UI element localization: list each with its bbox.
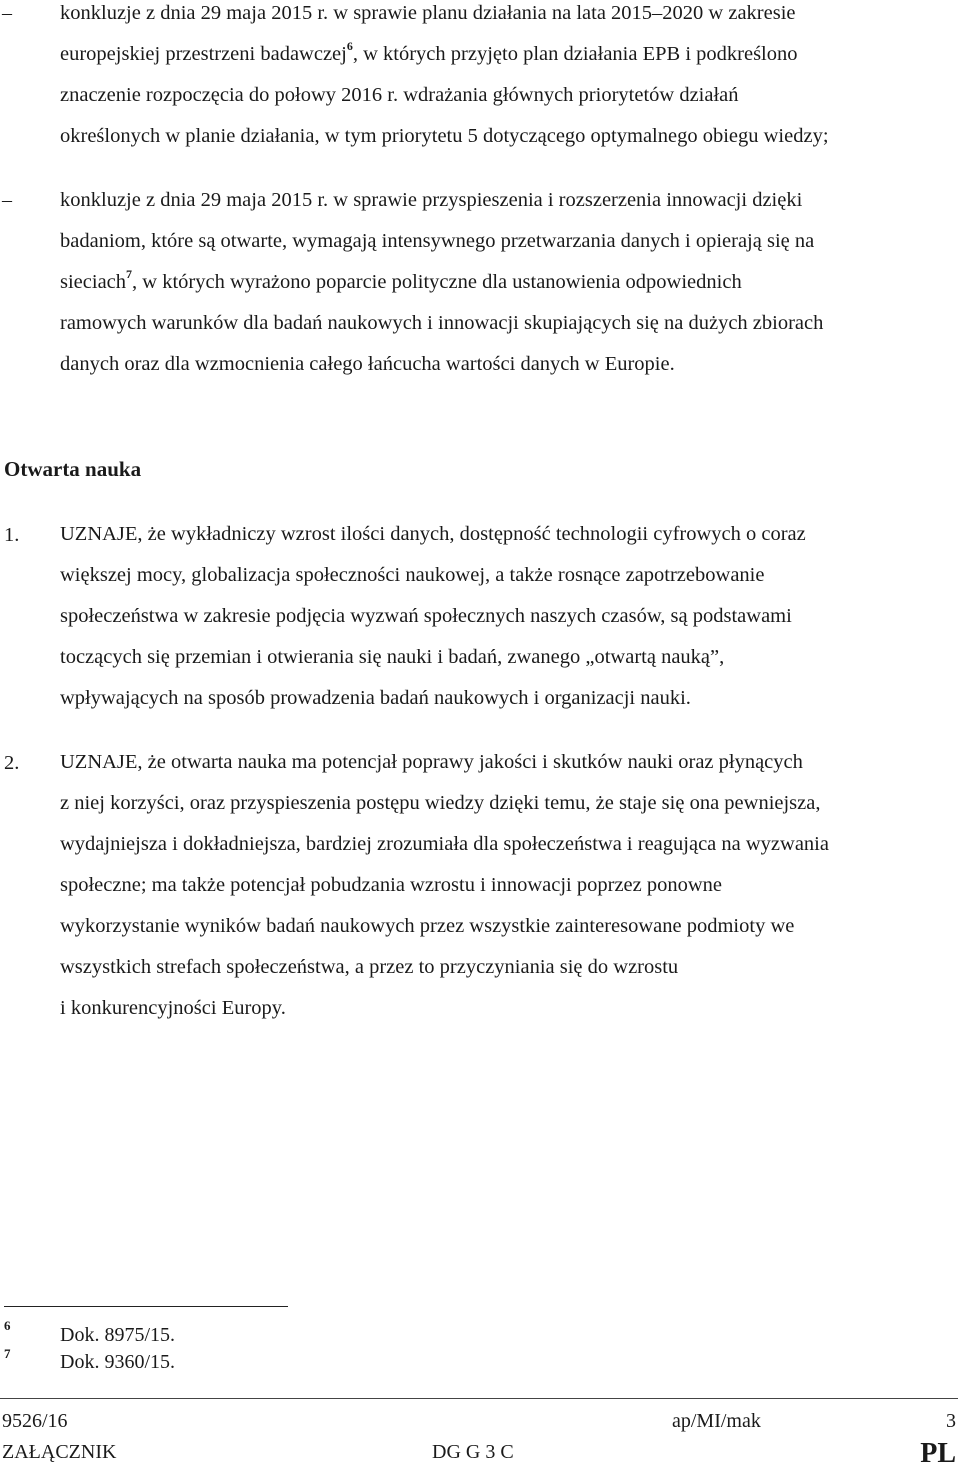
- footnote-text: Dok. 8975/15.: [60, 1324, 175, 1346]
- text-line: konkluzje z dnia 29 maja 2015 r. w sprawie planu działania na lata 2015–2020 w zakresie: [60, 2, 796, 24]
- footnote-number: 6: [4, 1318, 11, 1333]
- text-line: danych oraz dla wzmocnienia całego łańcucha wartości danych w Europie.: [60, 353, 675, 375]
- footnote-number: 7: [4, 1346, 11, 1361]
- footer-separator: [0, 1398, 958, 1399]
- text-line: europejskiej przestrzeni badawczej$^6$, w których przyjęto plan działania EPB i podkreślono: [60, 39, 798, 65]
- text-line: i konkurencyjności Europy.: [60, 997, 286, 1019]
- footnote-ref[interactable]: 6: [346, 39, 353, 53]
- footnote-separator: [4, 1306, 288, 1307]
- point-number: 1.: [4, 524, 20, 546]
- text-line: konkluzje z dnia 29 maja 2015 r. w sprawie przyspieszenia i rozszerzenia innowacji dzięki: [60, 189, 803, 211]
- text-line: UZNAJE, że otwarta nauka ma potencjał poprawy jakości i skutków nauki oraz płynących: [60, 751, 803, 773]
- text-line: wykorzystanie wyników badań naukowych przez wszystkie zainteresowane podmioty we: [60, 915, 795, 937]
- author-initials: ap/MI/mak: [672, 1410, 761, 1432]
- directorate-code: DG G 3 C: [432, 1441, 514, 1463]
- text-line: sieciach$^7$, w których wyrażono poparcie polityczne dla ustanowienia odpowiednich: [60, 267, 742, 293]
- page-number: 3: [946, 1410, 956, 1432]
- text-line: wszystkich strefach społeczeństwa, a przez to przyczyniania się do wzrostu: [60, 956, 679, 978]
- list-dash: –: [2, 2, 12, 24]
- list-dash: –: [2, 189, 12, 211]
- section-heading: Otwarta nauka: [4, 457, 142, 481]
- text-line: społeczeństwa w zakresie podjęcia wyzwań społecznych naszych czasów, są podstawami: [60, 605, 792, 627]
- text-line: społeczne; ma także potencjał pobudzania wzrostu i innowacji poprzez ponowne: [60, 874, 723, 896]
- document-reference: 9526/16: [2, 1410, 68, 1432]
- text-line: toczących się przemian i otwierania się nauki i badań, zwanego „otwartą nauką”,: [60, 646, 725, 668]
- text-line: większej mocy, globalizacja społeczności naukowej, a także rosnące zapotrzebowanie: [60, 564, 765, 586]
- language-code: PL: [920, 1438, 956, 1469]
- text-line: z niej korzyści, oraz przyspieszenia postępu wiedzy dzięki temu, że staje się ona pewniejsza,: [60, 792, 821, 814]
- annex-label: ZAŁĄCZNIK: [2, 1441, 117, 1463]
- footnote-text: Dok. 9360/15.: [60, 1351, 175, 1373]
- text-line: znaczenie rozpoczęcia do połowy 2016 r. wdrażania głównych priorytetów działań: [60, 84, 739, 106]
- text-line: UZNAJE, że wykładniczy wzrost ilości danych, dostępność technologii cyfrowych o coraz: [60, 523, 806, 545]
- text-line: wydajniejsza i dokładniejsza, bardziej zrozumiała dla społeczeństwa i reagująca na wyzwania: [60, 833, 829, 855]
- text-line: badaniom, które są otwarte, wymagają intensywnego przetwarzania danych i opierają się na: [60, 230, 815, 252]
- text-line: wpływających na sposób prowadzenia badań naukowych i organizacji nauki.: [60, 687, 691, 709]
- text-line: ramowych warunków dla badań naukowych i innowacji skupiających się na dużych zbiorach: [60, 312, 824, 334]
- footnote-ref[interactable]: 7: [126, 267, 133, 281]
- text-line: określonych w planie działania, w tym priorytetu 5 dotyczącego optymalnego obiegu wiedzy;: [60, 125, 829, 147]
- point-number: 2.: [4, 752, 20, 774]
